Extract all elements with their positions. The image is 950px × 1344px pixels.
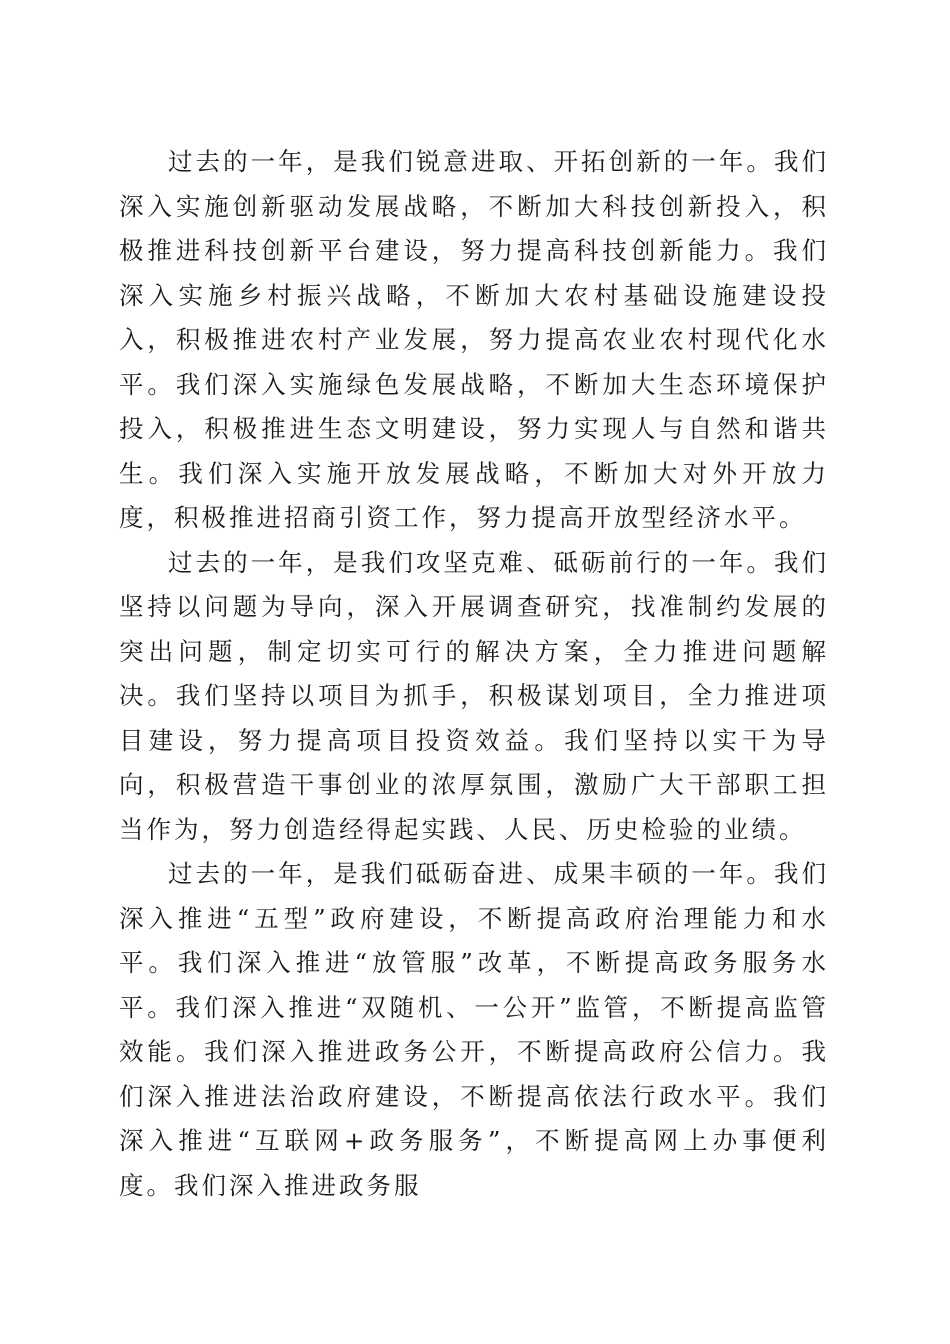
paragraph-2: 过去的一年，是我们攻坚克难、砥砺前行的一年。我们坚持以问题为导向，深入开展调查研究，找准制约发展的突出问题，制定切实可行的解决方案，全力推进问题解决。我们坚持以项目为抓手，积极谋划项目，全力推进项目建设，努力提高项目投资效益。我们坚持以实干为导向，积极营造干事创业的浓厚氛围，激励广大干部职工担当作为，努力创造经得起实践、人民、历史检验的业绩。 — [119, 547, 829, 844]
document-body — [119, 140, 829, 1208]
paragraph-1: 过去的一年，是我们锐意进取、开拓创新的一年。我们深入实施创新驱动发展战略，不断加大科技创新投入，积极推进科技创新平台建设，努力提高科技创新能力。我们深入实施乡村振兴战略，不断加大农村基础设施建设投入，积极推进农村产业发展，努力提高农业农村现代化水平。我们深入实施绿色发展战略，不断加大生态环境保护投入，积极推进生态文明建设，努力实现人与自然和谐共生。我们深入实施开放发展战略，不断加大对外开放力度，积极推进招商引资工作，努力提高开放型经济水平。 — [119, 147, 829, 532]
paragraph-3: 过去的一年，是我们砥砺奋进、成果丰硕的一年。我们深入推进“五型”政府建设，不断提高政府治理能力和水平。我们深入推进“放管服”改革，不断提高政务服务水平。我们深入推进“双随机、一公开”监管，不断提高监管效能。我们深入推进政务公开，不断提高政府公信力。我们深入推进法治政府建设，不断提高依法行政水平。我们深入推进“互联网+政务服务”，不断提高网上办事便利度。我们深入推进政务服 — [119, 859, 829, 1200]
